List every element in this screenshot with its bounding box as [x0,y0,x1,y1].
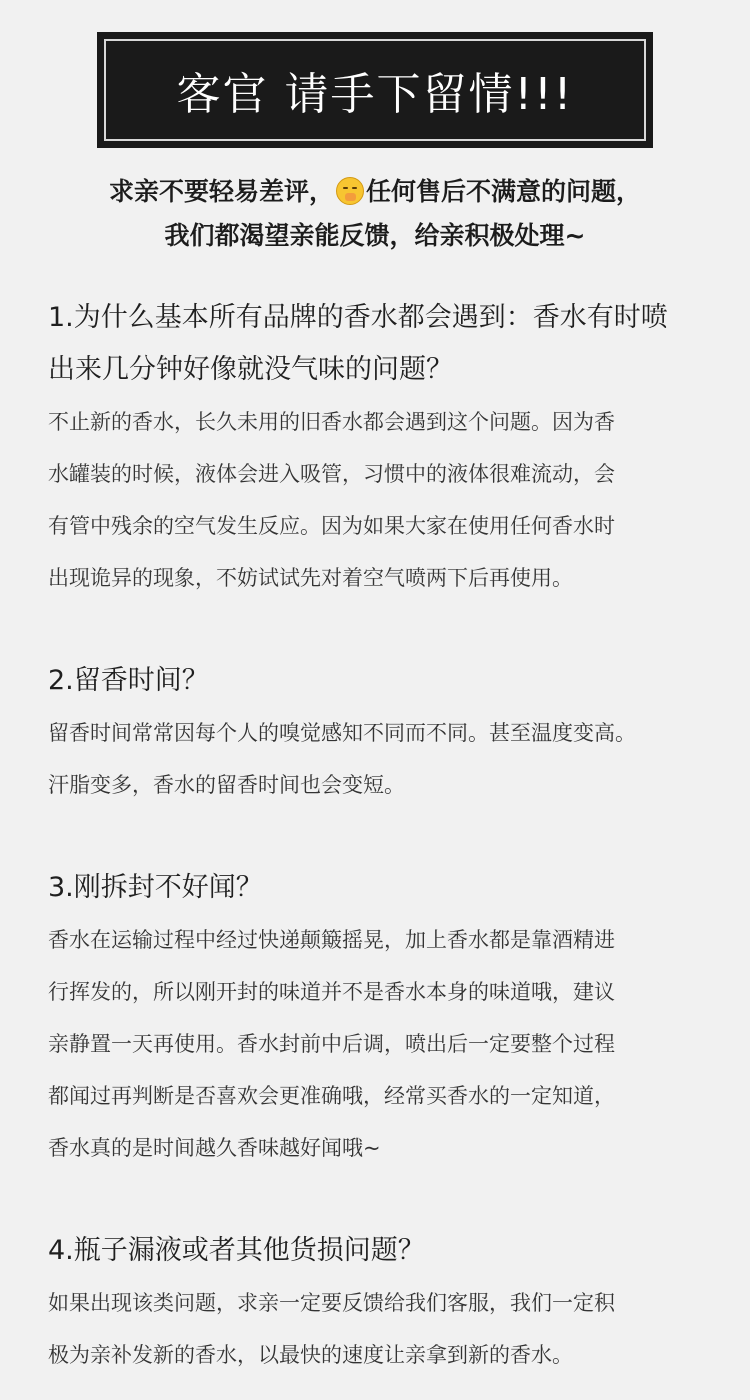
faq-answer-2-line: 汗脂变多，香水的留香时间也会变短。 [48,773,405,797]
title-banner [97,32,653,148]
faq-item-1 [48,294,728,604]
faq-answer-3-line: 香水在运输过程中经过快递颠簸摇晃，加上香水都是靠酒精进 [48,928,615,952]
page-title: 客官 请手下留情!!! [176,69,574,120]
faq-answer-3-line: 亲静置一天再使用。香水封前中后调，喷出后一定要整个过程 [48,1032,615,1056]
faq-item-2 [48,659,728,811]
faq-question-1-line-1: 1.为什么基本所有品牌的香水都会遇到：香水有时喷 [48,302,668,333]
faq-answer-2 [48,707,728,811]
faq-question-4: 4.瓶子漏液或者其他货损问题？ [48,1235,425,1266]
faq-answer-2-line: 留香时间常常因每个人的嗅觉感知不同而不同。甚至温度变高。 [48,721,636,745]
faq-question-1-line-2: 出来几分钟好像就没气味的问题？ [48,354,453,385]
faq-question-3: 3.刚拆封不好闻？ [48,872,263,903]
faq-answer-1 [48,396,728,604]
faq-answer-3-line: 香水真的是时间越久香味越好闻哦~ [48,1136,381,1160]
faq-answer-4 [48,1277,728,1381]
faq-answer-3-line: 行挥发的，所以刚开封的味道并不是香水本身的味道哦，建议 [48,980,615,1004]
faq-question-2: 2.留香时间？ [48,665,209,696]
faq-answer-1-line: 不止新的香水，长久未用的旧香水都会遇到这个问题。因为香 [48,410,615,434]
faq-item-4 [48,1229,728,1381]
faq-item-3 [48,866,728,1174]
faq-answer-4-line: 如果出现该类问题，求亲一定要反馈给我们客服，我们一定积 [48,1291,615,1315]
faq-answer-3 [48,914,728,1174]
faq-answer-3-line: 都闻过再判断是否喜欢会更准确哦，经常买香水的一定知道， [48,1084,615,1108]
intro-message [0,170,750,258]
faq-answer-4-line: 极为亲补发新的香水，以最快的速度让亲拿到新的香水。 [48,1343,573,1367]
intro-line-1-end: 任何售后不满意的问题， [366,177,642,206]
faq-answer-1-line: 水罐装的时候，液体会进入吸管，习惯中的液体很难流动，会 [48,462,615,486]
shushing-face-icon [336,177,364,205]
intro-line-2: 我们都渴望亲能反馈，给亲积极处理~ [164,221,586,250]
faq-answer-1-line: 有管中残余的空气发生反应。因为如果大家在使用任何香水时 [48,514,615,538]
faq-answer-1-line: 出现诡异的现象，不妨试试先对着空气喷两下后再使用。 [48,566,573,590]
intro-line-1 [0,170,750,214]
intro-line-1-start: 求亲不要轻易差评， [108,177,334,206]
